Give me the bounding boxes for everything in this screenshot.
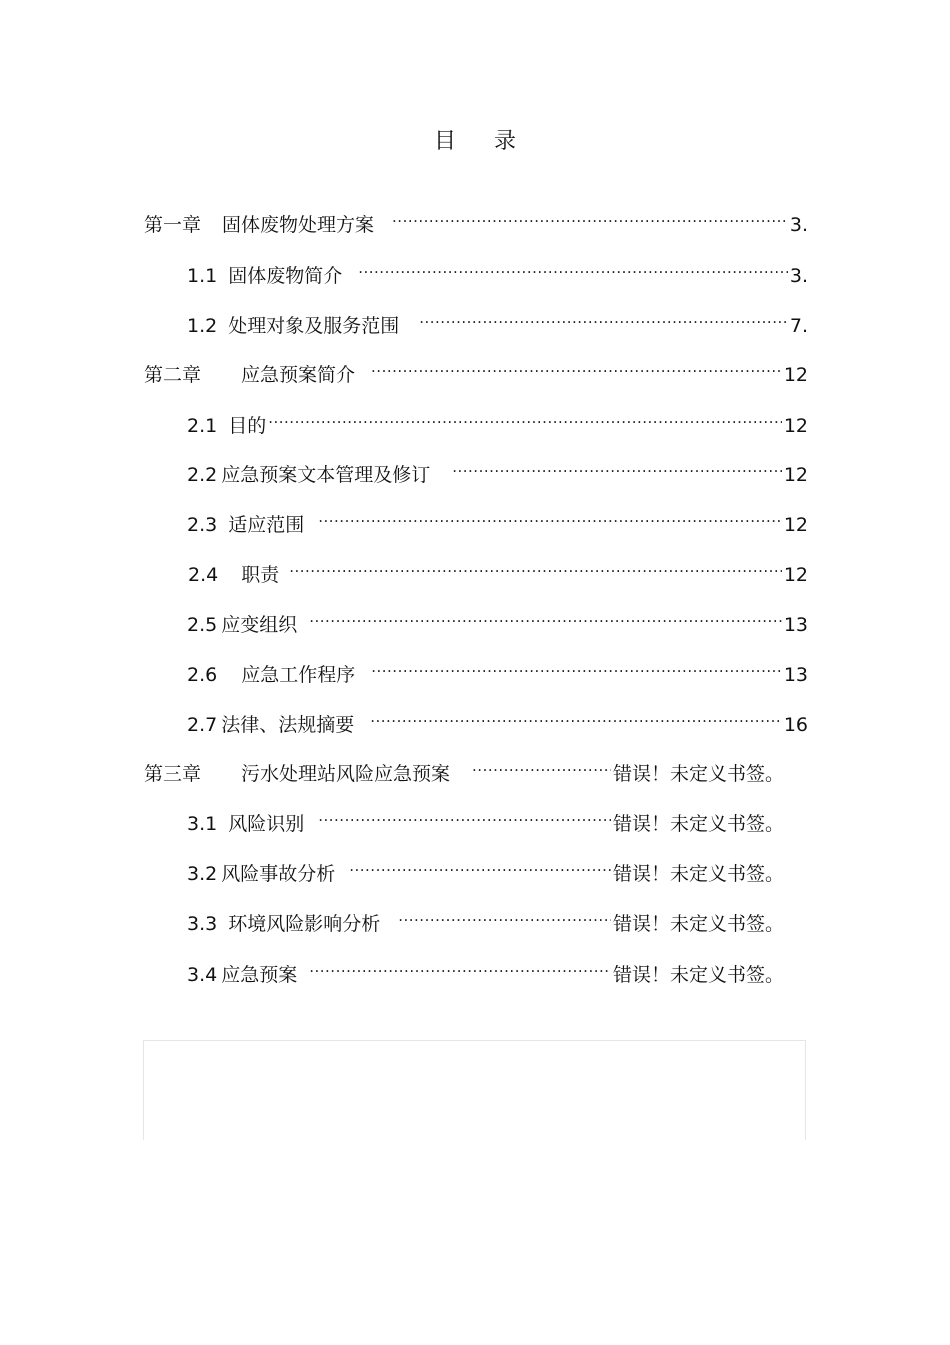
toc-entry-number: 3.1 (187, 813, 218, 835)
toc-entry-number: 2.4 (188, 564, 219, 586)
toc-leader-dots (371, 353, 782, 381)
toc-entry-number: 2.2 (187, 464, 218, 486)
toc-entry-section-2-3[interactable] (187, 503, 808, 536)
toc-entry-title: 风险事故分析 (221, 863, 336, 885)
toc-entry-number: 3.3 (187, 913, 218, 935)
toc-entry-section-1-1[interactable] (187, 254, 808, 287)
toc-entry-title: 应急预案 (221, 964, 298, 986)
toc-entry-section-2-1[interactable] (187, 404, 808, 437)
toc-entry-page: 3. (789, 214, 808, 236)
toc-entry-page: 错误！未定义书签。 (612, 964, 784, 986)
toc-entry-title: 应变组织 (221, 614, 298, 636)
toc-entry-page: 错误！未定义书签。 (612, 863, 784, 885)
toc-entry-number: 第二章 (144, 364, 202, 386)
toc-leader-dots (358, 254, 788, 282)
toc-entry-page: 12 (783, 514, 808, 536)
toc-entry-page: 错误！未定义书签。 (612, 763, 784, 785)
toc-leader-dots (318, 802, 611, 830)
toc-entry-title: 固体废物简介 (228, 265, 343, 287)
toc-leader-dots (419, 304, 788, 332)
toc-entry-title: 环境风险影响分析 (228, 913, 381, 935)
toc-entry-section-3-1[interactable] (187, 802, 808, 835)
toc-entry-page: 12 (783, 415, 808, 437)
toc-entry-number: 2.6 (187, 664, 218, 686)
toc-entry-section-2-2[interactable] (187, 453, 808, 486)
toc-entry-page: 3. (789, 265, 808, 287)
toc-entry-title: 污水处理站风险应急预案 (241, 763, 451, 785)
title-char-2: 录 (494, 129, 517, 154)
toc-entry-title: 应急预案文本管理及修订 (221, 464, 431, 486)
toc-entry-page: 7. (789, 315, 808, 337)
toc-leader-dots (349, 852, 611, 880)
toc-leader-dots (370, 703, 782, 731)
toc-entry-page: 13 (783, 614, 808, 636)
page-frame-border (143, 1040, 806, 1140)
toc-entry-page: 16 (783, 714, 808, 736)
toc-leader-dots (289, 553, 782, 581)
toc-leader-dots (309, 603, 782, 631)
toc-entry-title: 目的 (228, 415, 267, 437)
toc-entry-number: 3.2 (187, 863, 218, 885)
toc-entry-title: 法律、法规摘要 (221, 714, 355, 736)
toc-leader-dots (318, 503, 782, 531)
toc-entry-title: 风险识别 (228, 813, 305, 835)
toc-entry-section-2-5[interactable] (187, 603, 808, 636)
toc-leader-dots (309, 953, 611, 981)
toc-entry-title: 应急工作程序 (241, 664, 356, 686)
toc-leader-dots (268, 404, 782, 432)
toc-entry-section-3-2[interactable] (187, 852, 808, 885)
toc-entry-number: 1.1 (187, 265, 218, 287)
toc-entry-chapter-3[interactable] (144, 752, 808, 785)
toc-entry-section-2-6[interactable] (187, 653, 808, 686)
toc-entry-title: 职责 (241, 564, 280, 586)
toc-leader-dots (398, 902, 611, 930)
toc-leader-dots (472, 752, 611, 780)
toc-entry-page: 12 (783, 364, 808, 386)
toc-entry-page: 13 (783, 664, 808, 686)
toc-entry-chapter-2[interactable] (144, 353, 808, 386)
toc-entry-title: 处理对象及服务范围 (228, 315, 400, 337)
title-char-1: 目 (433, 129, 456, 154)
toc-leader-dots (452, 453, 782, 481)
toc-entry-number: 第三章 (144, 763, 202, 785)
toc-entry-page: 错误！未定义书签。 (612, 913, 784, 935)
toc-entry-section-2-7[interactable] (187, 703, 808, 736)
toc-entry-title: 应急预案简介 (241, 364, 356, 386)
toc-entry-chapter-1[interactable] (144, 203, 808, 236)
toc-entry-section-2-4[interactable] (187, 553, 808, 586)
toc-entry-number: 1.2 (187, 315, 218, 337)
toc-entry-section-1-2[interactable] (187, 304, 808, 337)
toc-entry-number: 第一章 (144, 214, 202, 236)
toc-leader-dots (371, 653, 782, 681)
toc-entry-number: 2.3 (187, 514, 218, 536)
toc-entry-number: 2.1 (187, 415, 218, 437)
toc-entry-title: 适应范围 (228, 514, 305, 536)
toc-entry-section-3-4[interactable] (187, 953, 808, 986)
toc-entry-section-3-3[interactable] (187, 902, 808, 935)
toc-entry-page: 12 (783, 464, 808, 486)
toc-entry-title: 固体废物处理方案 (222, 214, 375, 236)
toc-entry-page: 12 (783, 564, 808, 586)
toc-entry-number: 3.4 (187, 964, 218, 986)
toc-leader-dots (392, 203, 788, 231)
toc-entry-number: 2.7 (187, 714, 218, 736)
toc-entry-number: 2.5 (187, 614, 218, 636)
toc-entry-page: 错误！未定义书签。 (612, 813, 784, 835)
